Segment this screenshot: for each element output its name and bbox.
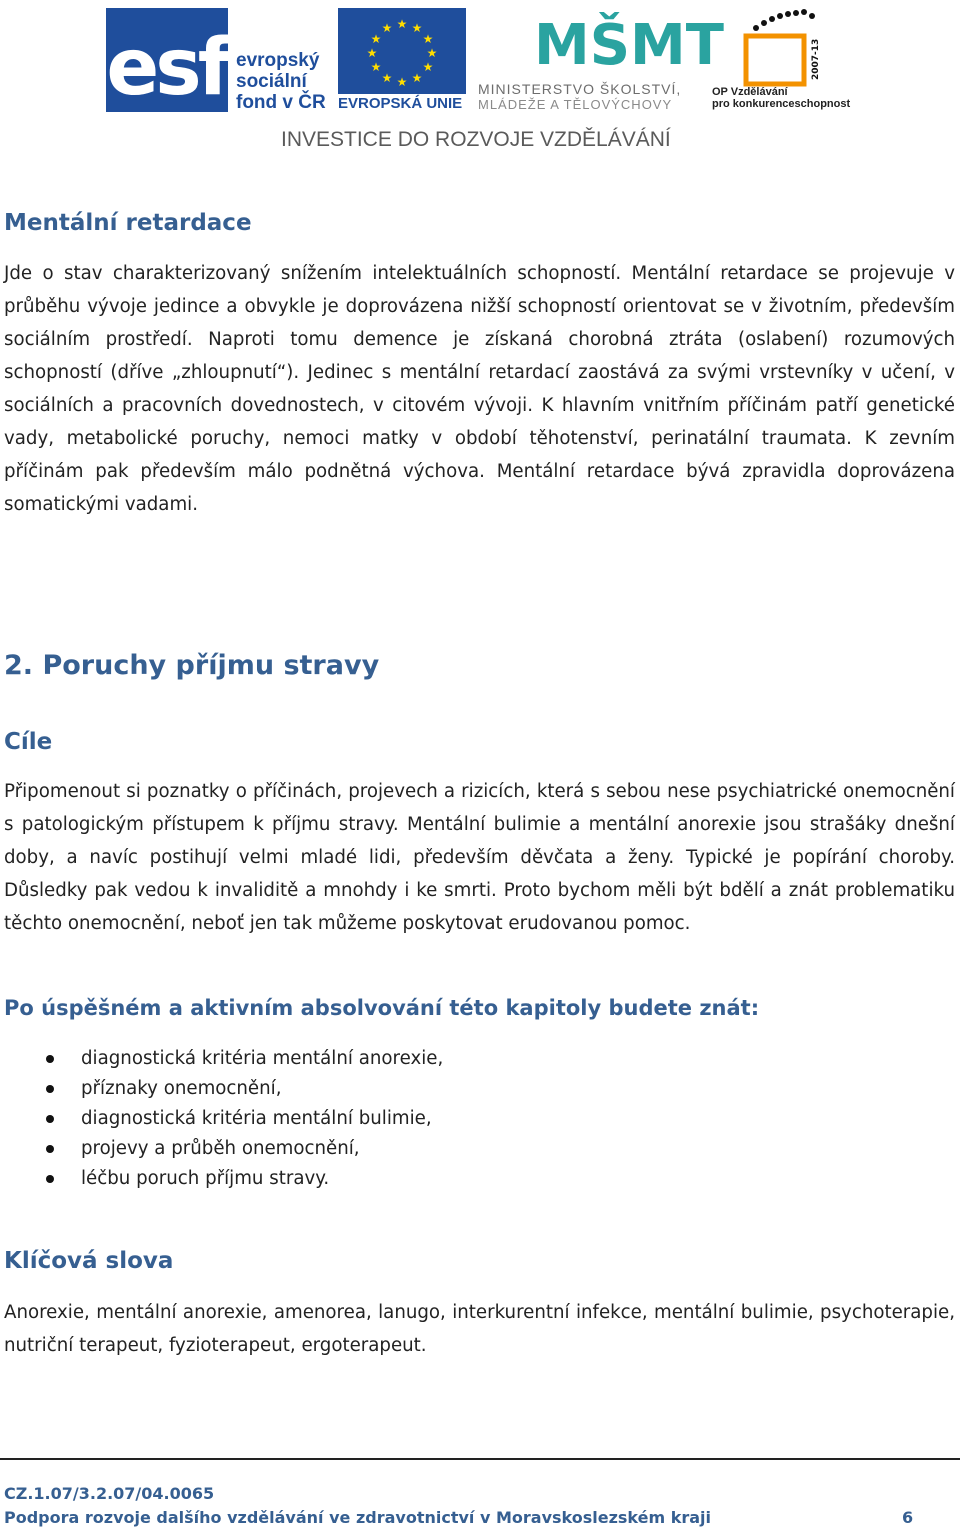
svg-text:★: ★ <box>422 60 434 74</box>
page-number: 6 <box>902 1508 914 1527</box>
mental-retardation-heading: Mentální retardace <box>4 210 252 236</box>
list-item <box>0 1044 960 1074</box>
op-year: 2007-13 <box>811 38 821 80</box>
list-item <box>0 1164 960 1194</box>
esf-caption-line-1: evropský <box>236 50 320 71</box>
msmt-caption-line-2: MLÁDEŽE A TĚLOVÝCHOVY <box>478 97 673 112</box>
msmt-mark-text: MŠMT <box>534 13 724 78</box>
esf-caption <box>236 50 326 113</box>
goals-heading: Cíle <box>4 729 53 755</box>
list-item-text: diagnostická kritéria mentální anorexie, <box>81 1048 444 1069</box>
svg-text:★: ★ <box>370 60 382 74</box>
investment-slogan: INVESTICE DO ROZVOJE VZDĚLÁVÁNÍ <box>281 128 671 151</box>
eu-flag-icon <box>338 8 466 94</box>
svg-text:★: ★ <box>366 46 378 60</box>
eu-caption: EVROPSKÁ UNIE <box>338 95 463 112</box>
footer-project-code: CZ.1.07/3.2.07/04.0065 <box>4 1484 215 1503</box>
footer-divider <box>0 1458 960 1460</box>
list-item-text: diagnostická kritéria mentální bulimie, <box>81 1108 432 1129</box>
op-logo-frame <box>746 36 804 84</box>
esf-logo <box>106 8 228 112</box>
svg-text:★: ★ <box>381 71 393 85</box>
list-item <box>0 1134 960 1164</box>
eu-stars-icon <box>338 8 466 94</box>
mental-retardation-paragraph: Jde o stav charakterizovaný snížením intelektuálních schopností. Mentální retardace se projevuje v průběhu vývoje jedince a obvykle je doprovázena nižší schopností orientovat se v životním, především sociálním prostředí. Naproti tomu demence je získaná chorobná ztráta (oslabení) rozumových schopností (dříve „zhloupnutí“). Jedinec s mentální retardací zaostává za svými vrstevníky v učení, v sociálních a pracovních dovednostech, v citovém vývoji. K hlavním vnitřním příčinám patří genetické vady, metabolické poruchy, nemoci matky v období těhotenství, perinatální traumata. K zevním příčinám pak především málo podnětná výchova. Mentální retardace bývá zpravidla doprovázena somatickými vadami. <box>4 263 955 515</box>
header-logo-bar <box>0 0 960 160</box>
op-logo <box>738 6 828 92</box>
bullet-icon <box>46 1145 54 1153</box>
op-caption-line-1: OP Vzdělávání <box>712 86 788 98</box>
footer-project-title: Podpora rozvoje dalšího vzdělávání ve zdravotnictví v Moravskoslezském kraji <box>4 1508 712 1527</box>
keywords-paragraph: Anorexie, mentální anorexie, amenorea, lanugo, interkurentní infekce, mentální bulimie, psychoterapie, nutriční terapeut, fyzioterapeut, ergoterapeut. <box>4 1302 955 1356</box>
list-item-text: příznaky onemocnění, <box>81 1078 282 1099</box>
svg-text:★: ★ <box>396 17 408 31</box>
msmt-caption-line-1: MINISTERSTVO ŠKOLSTVÍ, <box>478 81 682 97</box>
op-caption <box>712 86 862 110</box>
svg-text:★: ★ <box>426 46 438 60</box>
bullet-icon <box>46 1175 54 1183</box>
esf-logo-text: esf <box>106 23 228 113</box>
bullet-icon <box>46 1055 54 1063</box>
msmt-logo <box>534 6 724 78</box>
keywords-heading: Klíčová slova <box>4 1248 174 1274</box>
msmt-caption <box>478 82 708 112</box>
bullet-icon <box>46 1115 54 1123</box>
bullet-icon <box>46 1085 54 1093</box>
svg-text:★: ★ <box>422 32 434 46</box>
knowledge-heading: Po úspěšném a aktivním absolvování této kapitoly budete znát: <box>4 996 760 1020</box>
esf-caption-line-2: sociální <box>236 71 307 92</box>
esf-caption-line-3: fond v ČR <box>236 92 326 113</box>
op-caption-line-2: pro konkurenceschopnost <box>712 98 851 110</box>
op-logo-dots <box>753 9 815 31</box>
svg-text:★: ★ <box>370 32 382 46</box>
chapter-heading: 2. Poruchy příjmu stravy <box>4 650 380 681</box>
goals-paragraph: Připomenout si poznatky o příčinách, projevech a rizicích, která s sebou nese psychiatrické onemocnění s patologickým přístupem k příjmu stravy. Mentální bulimie a mentální anorexie jsou strašáky dnešní doby, a navíc postihují velmi mladé lidi, především děvčata a ženy. Typické je popírání choroby. Důsledky pak vedou k invaliditě a mnohdy i ke smrti. Proto bychom měli být bdělí a znát problematiku těchto onemocnění, neboť jen tak můžeme poskytovat erudovanou pomoc. <box>4 781 955 934</box>
svg-text:★: ★ <box>411 71 423 85</box>
svg-text:★: ★ <box>381 21 393 35</box>
svg-text:★: ★ <box>396 75 408 89</box>
list-item-text: léčbu poruch příjmu stravy. <box>81 1168 330 1189</box>
list-item <box>0 1074 960 1104</box>
knowledge-list <box>0 1044 960 1194</box>
list-item <box>0 1104 960 1134</box>
svg-text:★: ★ <box>411 21 423 35</box>
list-item-text: projevy a průběh onemocnění, <box>81 1138 360 1159</box>
